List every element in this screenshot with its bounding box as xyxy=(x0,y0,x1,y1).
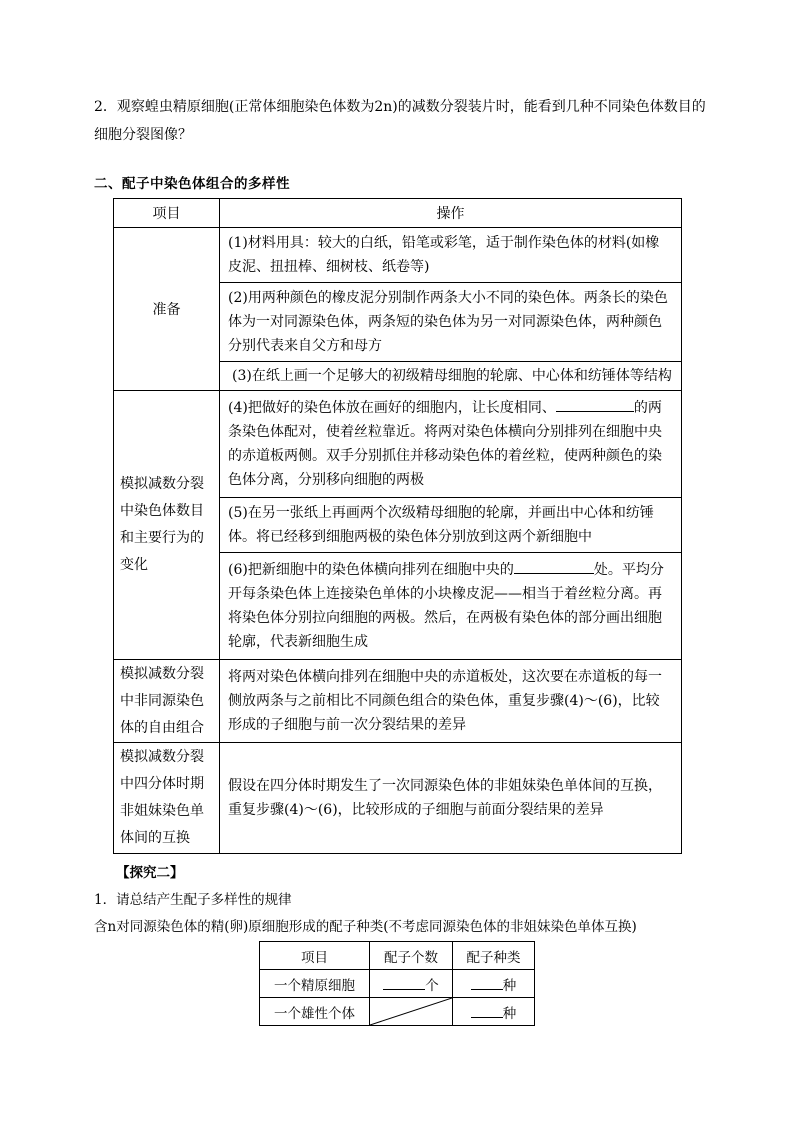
step-6-text-b: 处。平均分开每条染色体上连接染色单体的小块橡皮泥——相当于着丝粒分离。再将染色体分别拉向细胞的两极。然后，在两极有染色体的部分画出细胞轮廓，代表新细胞生成 xyxy=(228,562,664,650)
header-item: 项目 xyxy=(114,199,220,228)
section-2-heading: 二、配子中染色体组合的多样性 xyxy=(94,176,290,192)
table-header-row xyxy=(114,199,682,228)
cell-count xyxy=(370,970,453,998)
fill-blank-types-2[interactable] xyxy=(471,1003,503,1018)
step-4-text-b: 的两条染色体配对，使着丝粒靠近。将两对染色体横向分别排列在细胞中央的赤道板两侧。双手分别抓住并移动染色体的着丝粒，使两种颜色的染色体分离，分别移向细胞的两极 xyxy=(228,400,662,488)
explore-2-question-1: 1．请总结产生配子多样性的规律 xyxy=(94,892,292,908)
fill-blank-4[interactable] xyxy=(556,397,634,412)
diagonal-line xyxy=(370,998,452,1025)
sim3-text: 假设在四分体时期发生了一次同源染色体的非姐妹染色单体间的互换，重复步骤(4)～(6)，比较形成的子细胞与前面分裂结果的差异 xyxy=(220,743,682,854)
gamete-table xyxy=(259,941,535,1026)
row-label-prep: 准备 xyxy=(114,228,220,391)
unit-types-2: 种 xyxy=(502,1005,517,1022)
table-row xyxy=(260,970,535,998)
sim1-step-5: (5)在另一张纸上再画两个次级精母细胞的轮廓，并画出中心体和纺锤体。将已经移到细胞两极的染色体分别放到这两个新细胞中 xyxy=(220,498,682,553)
fill-blank-count[interactable] xyxy=(383,975,425,990)
row-label-sim1: 模拟减数分裂中染色体数目和主要行为的变化 xyxy=(114,391,220,660)
col-gamete-count: 配子个数 xyxy=(370,942,453,970)
fill-blank-6[interactable] xyxy=(514,559,594,574)
header-operation: 操作 xyxy=(220,199,682,228)
col-item: 项目 xyxy=(260,942,370,970)
prep-step-2: (2)用两种颜色的橡皮泥分别制作两条大小不同的染色体。两条长的染色体为一对同源染色体，两条短的染色体为另一对同源染色体，两种颜色分别代表来自父方和母方 xyxy=(220,283,682,362)
unit-types-1: 种 xyxy=(502,977,517,994)
row-one-spermatogonium: 一个精原细胞 xyxy=(260,970,370,998)
sim1-step-6 xyxy=(220,553,682,660)
table-header-row xyxy=(260,942,535,970)
fill-blank-types-1[interactable] xyxy=(471,975,503,990)
prep-step-1: (1)材料用具：较大的白纸，铅笔或彩笔，适于制作染色体的材料(如橡皮泥、扭扭棒、细树枝、纸卷等) xyxy=(220,228,682,283)
cell-types-2 xyxy=(453,998,535,1026)
row-label-sim2: 模拟减数分裂中非同源染色体的自由组合 xyxy=(114,660,220,743)
simulation-table xyxy=(113,198,682,854)
table-row xyxy=(260,998,535,1026)
diagonal-cell xyxy=(370,998,453,1026)
step-4-text-a: (4)把做好的染色体放在画好的细胞内，让长度相同、 xyxy=(228,400,556,416)
explore-2-heading: 【探究二】 xyxy=(116,865,184,881)
cell-types xyxy=(453,970,535,998)
table-row xyxy=(114,391,682,498)
table-row xyxy=(114,228,682,283)
sim1-step-4 xyxy=(220,391,682,498)
table-row xyxy=(114,743,682,854)
question-2: 2．观察蝗虫精原细胞(正常体细胞染色体数为2n)的减数分裂装片时，能看到几种不同染色体数目的细胞分裂图像？ xyxy=(94,99,706,143)
explore-2-description: 含n对同源染色体的精(卵)原细胞形成的配子种类(不考虑同源染色体的非姐妹染色单体互换) xyxy=(94,919,637,935)
table-row xyxy=(114,660,682,743)
prep-step-3: (3)在纸上画一个足够大的初级精母细胞的轮廓、中心体和纺锤体等结构 xyxy=(220,362,682,391)
sim2-text: 将两对染色体横向排列在细胞中央的赤道板处，这次要在赤道板的每一侧放两条与之前相比不同颜色组合的染色体，重复步骤(4)～(6)，比较形成的子细胞与前一次分裂结果的差异 xyxy=(220,660,682,743)
col-gamete-types: 配子种类 xyxy=(453,942,535,970)
step-6-text-a: (6)把新细胞中的染色体横向排列在细胞中央的 xyxy=(228,562,514,578)
unit-count: 个 xyxy=(425,977,439,994)
row-label-sim3: 模拟减数分裂中四分体时期非姐妹染色单体间的互换 xyxy=(114,743,220,854)
row-one-male-individual: 一个雄性个体 xyxy=(260,998,370,1026)
